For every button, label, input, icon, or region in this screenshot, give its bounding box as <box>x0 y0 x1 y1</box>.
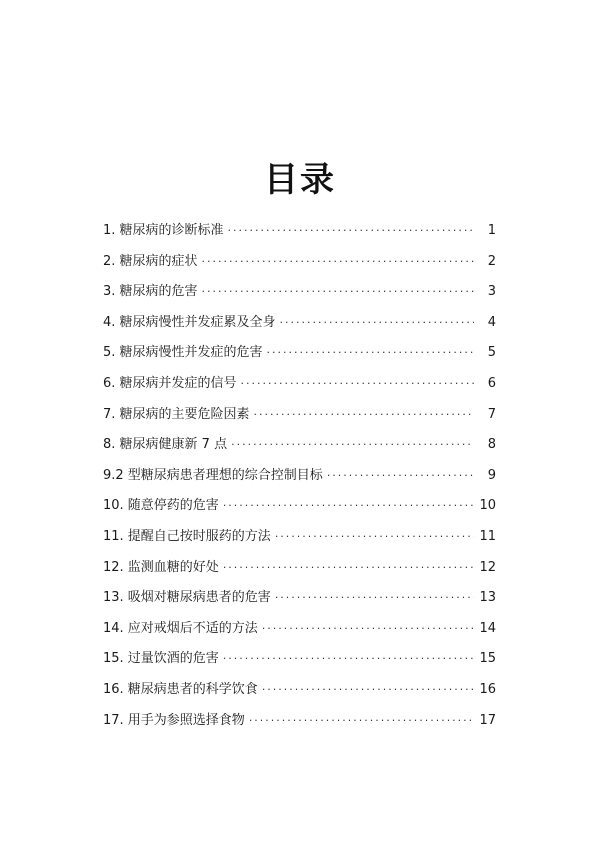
toc-page-number: 1 <box>487 223 496 238</box>
toc-page-number: 12 <box>479 559 496 575</box>
toc-entry-16[interactable] <box>103 675 496 706</box>
toc-page-number: 16 <box>479 681 496 697</box>
dot-leader <box>228 216 474 247</box>
toc-entry-label: 2. 糖尿病的症状 <box>103 253 198 269</box>
toc-page-number: 17 <box>479 712 496 728</box>
dot-leader <box>241 369 474 400</box>
toc-entry-17[interactable] <box>103 706 496 737</box>
toc-entry-2[interactable] <box>103 247 496 278</box>
dot-leader <box>223 491 474 522</box>
dot-leader <box>327 461 474 492</box>
toc-page-number: 11 <box>479 528 496 544</box>
toc-page-number: 2 <box>487 253 496 269</box>
toc-entry-label: 11. 提醒自己按时服药的方法 <box>103 528 271 544</box>
dot-leader <box>267 338 474 369</box>
dot-leader <box>249 706 474 737</box>
page-title: 目录 <box>264 160 336 200</box>
toc-entry-3[interactable] <box>103 277 496 308</box>
toc-entry-label: 13. 吸烟对糖尿病患者的危害 <box>103 590 271 606</box>
toc-entry-10[interactable] <box>103 491 496 522</box>
toc-entry-12[interactable] <box>103 553 496 584</box>
toc-entry-4[interactable] <box>103 308 496 339</box>
toc-entry-label: 4. 糖尿病慢性并发症累及全身 <box>103 314 276 330</box>
toc-entry-7[interactable] <box>103 400 496 431</box>
toc-entry-13[interactable] <box>103 583 496 614</box>
toc-page-number: 5 <box>487 345 496 361</box>
toc-page-number: 15 <box>479 651 496 667</box>
dot-leader <box>254 400 474 431</box>
toc-page-number: 4 <box>487 314 496 330</box>
toc-page-number: 14 <box>479 620 496 636</box>
dot-leader <box>262 614 474 645</box>
toc-entry-label: 7. 糖尿病的主要危险因素 <box>103 406 250 422</box>
dot-leader <box>280 308 474 339</box>
toc-list <box>103 216 496 736</box>
toc-page-number: 6 <box>487 375 496 391</box>
dot-leader <box>202 247 474 278</box>
toc-entry-5[interactable] <box>103 338 496 369</box>
toc-entry-label: 5. 糖尿病慢性并发症的危害 <box>103 345 263 361</box>
toc-entry-8[interactable] <box>103 430 496 461</box>
toc-entry-1[interactable] <box>103 216 496 247</box>
toc-entry-label: 1. 糖尿病的诊断标准 <box>103 223 224 238</box>
toc-entry-label: 10. 随意停药的危害 <box>103 498 219 514</box>
toc-entry-label: 16. 糖尿病患者的科学饮食 <box>103 681 258 697</box>
toc-entry-label: 9.2 型糖尿病患者理想的综合控制目标 <box>103 467 323 483</box>
dot-leader <box>275 522 474 553</box>
toc-page-number: 8 <box>487 437 496 453</box>
dot-leader <box>262 675 474 706</box>
toc-page-number: 9 <box>487 467 496 483</box>
dot-leader <box>275 583 474 614</box>
toc-entry-label: 17. 用手为参照选择食物 <box>103 712 245 728</box>
dot-leader <box>231 430 474 461</box>
toc-entry-9[interactable] <box>103 461 496 492</box>
toc-page-number: 3 <box>487 284 496 300</box>
dot-leader <box>202 277 474 308</box>
toc-entry-label: 14. 应对戒烟后不适的方法 <box>103 620 258 636</box>
toc-entry-label: 8. 糖尿病健康新 7 点 <box>103 437 228 453</box>
toc-entry-11[interactable] <box>103 522 496 553</box>
toc-entry-15[interactable] <box>103 644 496 675</box>
toc-entry-14[interactable] <box>103 614 496 645</box>
toc-entry-label: 12. 监测血糖的好处 <box>103 559 219 575</box>
toc-entry-6[interactable] <box>103 369 496 400</box>
toc-entry-label: 6. 糖尿病并发症的信号 <box>103 375 237 391</box>
toc-entry-label: 15. 过量饮酒的危害 <box>103 651 219 667</box>
dot-leader <box>223 644 474 675</box>
toc-page-number: 7 <box>487 406 496 422</box>
toc-page-number: 10 <box>479 498 496 514</box>
toc-page-number: 13 <box>479 590 496 606</box>
dot-leader <box>223 553 474 584</box>
toc-entry-label: 3. 糖尿病的危害 <box>103 284 198 300</box>
